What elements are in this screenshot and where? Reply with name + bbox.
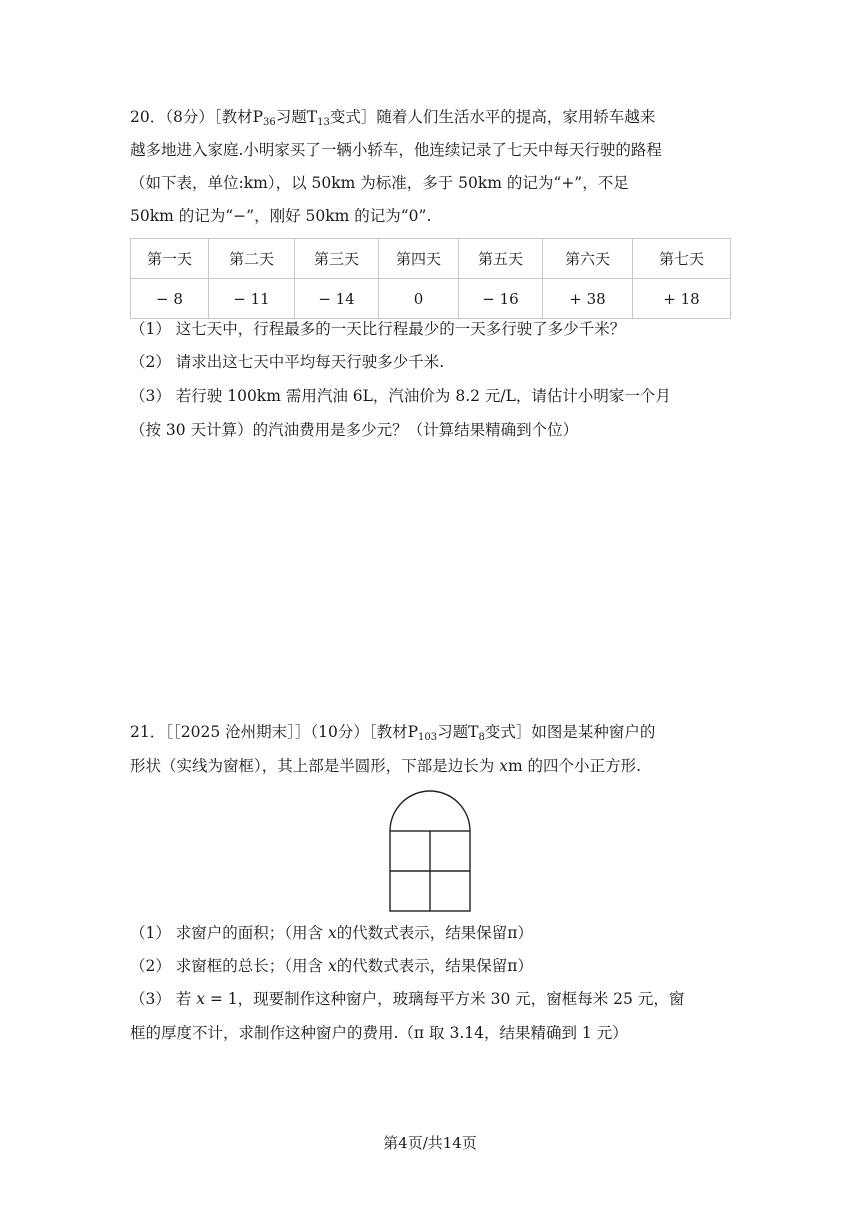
table-row <box>131 279 731 319</box>
table-cell: − 14 <box>295 279 379 319</box>
q20-stem-line1: 20．（8分）［教材$P_{36}$习题$T_{13}$变式］随着人们生活水平的提高，家用轿车越来 <box>130 108 656 128</box>
window-semicircle <box>390 791 470 831</box>
table-header-cell: 第四天 <box>379 239 459 279</box>
table-header-cell: 第七天 <box>633 239 731 279</box>
q20-source: ［教材$P_{36}$习题$T_{13}$变式］ <box>213 108 377 128</box>
q20-stem-line4: 50km 的记为“−”，刚好 50km 的记为“0”. <box>130 207 432 225</box>
q21-sub3-line2: 框的厚度不计，求制作这种窗户的费用.（π 取 3.14，结果精确到 1 元） <box>130 1024 628 1042</box>
table-header-cell: 第一天 <box>131 239 209 279</box>
q20-score: （8分） <box>165 108 214 126</box>
q21-tag: ［［2025 沧州期末］］ <box>165 723 311 741</box>
table-cell: 0 <box>379 279 459 319</box>
q20-sub2: （2） 请求出这七天中平均每天行驶多少千米. <box>130 353 445 371</box>
q20-number: 20． <box>130 108 166 126</box>
table-header-cell: 第二天 <box>209 239 295 279</box>
q20-sub3-line2: （按 30 天计算）的汽油费用是多少元？（计算结果精确到个位） <box>130 421 579 439</box>
q20-stem-line3: （如下表，单位:km），以 50km 为标准，多于 50km 的记为“+”，不足 <box>130 174 629 192</box>
table-cell: + 38 <box>543 279 633 319</box>
q21-score: （10分） <box>310 723 369 741</box>
table-header-cell: 第五天 <box>459 239 543 279</box>
variable-x: x <box>327 924 337 942</box>
q21-number: 21． <box>130 723 166 741</box>
q20-sub1: （1） 这七天中，行程最多的一天比行程最少的一天多行驶了多少千米？ <box>130 320 626 338</box>
q20-stem-line2: 越多地进入家庭.小明家买了一辆小轿车，他连续记录了七天中每天行驶的路程 <box>130 141 662 159</box>
q21-source: ［教材$P_{103}$习题$T_8$变式］ <box>368 723 532 743</box>
table-cell: − 11 <box>209 279 295 319</box>
variable-x: x <box>499 757 508 775</box>
table-header-row <box>131 239 731 279</box>
table-header-cell: 第六天 <box>543 239 633 279</box>
variable-x: x <box>327 957 337 975</box>
q20-sub3-line1: （3） 若行驶 100km 需用汽油 6L，汽油价为 8.2 元/L，请估计小明家一个月 <box>130 387 671 405</box>
window-figure <box>389 790 473 912</box>
variable-x: x <box>196 990 205 1008</box>
table-cell: − 16 <box>459 279 543 319</box>
q21-sub3-line1: （3） 若 x = 1，现要制作这种窗户，玻璃每平方米 30 元，窗框每米 25 元，窗 <box>130 990 685 1008</box>
page-footer: 第4页/共14页 <box>383 1134 477 1152</box>
table-cell: + 18 <box>633 279 731 319</box>
q21-sub1: （1） 求窗户的面积；（用含 x的代数式表示，结果保留π） <box>130 924 533 942</box>
mileage-table <box>130 238 731 319</box>
table-header-cell: 第三天 <box>295 239 379 279</box>
q21-sub2: （2） 求窗框的总长；（用含 x的代数式表示，结果保留π） <box>130 957 533 975</box>
q21-stem-line2: 形状（实线为窗框），其上部是半圆形，下部是边长为 xm 的四个小正方形. <box>130 757 641 775</box>
q21-stem-line1: 21．［［2025 沧州期末］］（10分）［教材$P_{103}$习题$T_8$变式］如图是某种窗户的 <box>130 723 656 743</box>
table-cell: − 8 <box>131 279 209 319</box>
